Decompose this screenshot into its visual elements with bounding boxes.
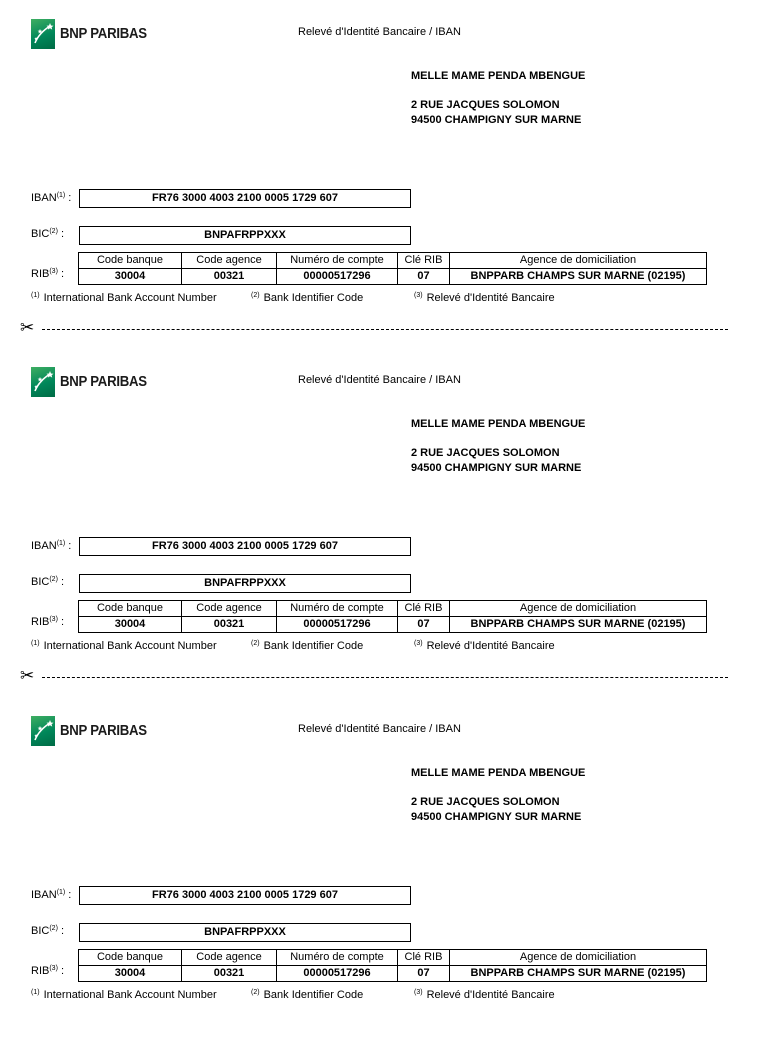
- cut-line-2: [20, 666, 728, 686]
- footnote-2: $^{(2)}$ Bank Identifier Code: [251, 989, 364, 1001]
- rib-code-banque: 30004: [79, 617, 182, 633]
- bnp-paribas-logo: [31, 367, 153, 397]
- rib-header-cle-rib: Clé RIB: [398, 253, 450, 269]
- rib-cle-rib: 07: [398, 966, 450, 982]
- rib-header-code-banque: Code banque: [79, 950, 182, 966]
- rib-header-agence: Agence de domiciliation: [450, 253, 707, 269]
- bic-value: BNPAFRPPXXX: [79, 574, 411, 593]
- account-holder-name: MELLE MAME PENDA MBENGUE: [411, 767, 586, 779]
- logo-text: BNP PARIBAS: [60, 25, 147, 42]
- footnote-3: $^{(3)}$ Relevé d'Identité Bancaire: [414, 989, 555, 1001]
- footnote-1: $^{(1)}$ International Bank Account Number: [31, 989, 217, 1001]
- document-title: Relevé d'Identité Bancaire / IBAN: [298, 26, 461, 38]
- rib-cle-rib: 07: [398, 617, 450, 633]
- footnote-2: $^{(2)}$ Bank Identifier Code: [251, 292, 364, 304]
- footnote-3: $^{(3)}$ Relevé d'Identité Bancaire: [414, 640, 555, 652]
- rib-agence-domiciliation: BNPPARB CHAMPS SUR MARNE (02195): [450, 966, 707, 982]
- iban-value: FR76 3000 4003 2100 0005 1729 607: [79, 189, 411, 208]
- dashed-cut-line: [42, 329, 728, 330]
- bnp-stars-icon: [31, 367, 55, 397]
- address-line-1: 2 RUE JACQUES SOLOMON: [411, 99, 560, 111]
- rib-header-numero-compte: Numéro de compte: [277, 950, 398, 966]
- bic-label: BIC$^{(2)}$ :: [31, 228, 65, 240]
- footnote-3: $^{(3)}$ Relevé d'Identité Bancaire: [414, 292, 555, 304]
- rib-header-cle-rib: Clé RIB: [398, 950, 450, 966]
- iban-label: IBAN$^{(1)}$ :: [31, 889, 72, 901]
- rib-header-code-banque: Code banque: [79, 253, 182, 269]
- logo-text: BNP PARIBAS: [60, 373, 147, 390]
- rib-header-code-banque: Code banque: [79, 601, 182, 617]
- iban-label: IBAN$^{(1)}$ :: [31, 192, 72, 204]
- scissors-icon: ✂: [20, 318, 35, 338]
- rib-slip-1: [0, 0, 768, 340]
- iban-value: FR76 3000 4003 2100 0005 1729 607: [79, 886, 411, 905]
- rib-header-code-agence: Code agence: [182, 950, 277, 966]
- rib-header-cle-rib: Clé RIB: [398, 601, 450, 617]
- rib-cle-rib: 07: [398, 269, 450, 285]
- address-line-2: 94500 CHAMPIGNY SUR MARNE: [411, 462, 582, 474]
- rib-table: [78, 600, 707, 633]
- document-title: Relevé d'Identité Bancaire / IBAN: [298, 374, 461, 386]
- footnote-1: $^{(1)}$ International Bank Account Number: [31, 292, 217, 304]
- rib-header-numero-compte: Numéro de compte: [277, 253, 398, 269]
- rib-code-banque: 30004: [79, 966, 182, 982]
- address-line-1: 2 RUE JACQUES SOLOMON: [411, 447, 560, 459]
- rib-code-agence: 00321: [182, 269, 277, 285]
- address-line-2: 94500 CHAMPIGNY SUR MARNE: [411, 114, 582, 126]
- rib-agence-domiciliation: BNPPARB CHAMPS SUR MARNE (02195): [450, 617, 707, 633]
- rib-numero-compte: 00000517296: [277, 966, 398, 982]
- account-holder-name: MELLE MAME PENDA MBENGUE: [411, 418, 586, 430]
- bic-value: BNPAFRPPXXX: [79, 226, 411, 245]
- rib-table: [78, 252, 707, 285]
- document-title: Relevé d'Identité Bancaire / IBAN: [298, 723, 461, 735]
- bnp-stars-icon: [31, 19, 55, 49]
- bnp-paribas-logo: [31, 19, 153, 49]
- rib-numero-compte: 00000517296: [277, 617, 398, 633]
- account-holder-name: MELLE MAME PENDA MBENGUE: [411, 70, 586, 82]
- address-line-1: 2 RUE JACQUES SOLOMON: [411, 796, 560, 808]
- footnote-2: $^{(2)}$ Bank Identifier Code: [251, 640, 364, 652]
- bnp-stars-icon: [31, 716, 55, 746]
- logo-text: BNP PARIBAS: [60, 722, 147, 739]
- rib-code-banque: 30004: [79, 269, 182, 285]
- scissors-icon: ✂: [20, 666, 35, 686]
- bic-value: BNPAFRPPXXX: [79, 923, 411, 942]
- address-line-2: 94500 CHAMPIGNY SUR MARNE: [411, 811, 582, 823]
- rib-slip-3: [0, 697, 768, 1037]
- rib-header-code-agence: Code agence: [182, 253, 277, 269]
- rib-table: [78, 949, 707, 982]
- footnote-1: $^{(1)}$ International Bank Account Number: [31, 640, 217, 652]
- rib-header-agence: Agence de domiciliation: [450, 601, 707, 617]
- bic-label: BIC$^{(2)}$ :: [31, 925, 65, 937]
- iban-value: FR76 3000 4003 2100 0005 1729 607: [79, 537, 411, 556]
- rib-header-code-agence: Code agence: [182, 601, 277, 617]
- rib-numero-compte: 00000517296: [277, 269, 398, 285]
- rib-agence-domiciliation: BNPPARB CHAMPS SUR MARNE (02195): [450, 269, 707, 285]
- rib-label: RIB$^{(3)}$ :: [31, 268, 65, 280]
- iban-label: IBAN$^{(1)}$ :: [31, 540, 72, 552]
- rib-code-agence: 00321: [182, 966, 277, 982]
- rib-code-agence: 00321: [182, 617, 277, 633]
- rib-label: RIB$^{(3)}$ :: [31, 616, 65, 628]
- rib-slip-2: [0, 348, 768, 688]
- bnp-paribas-logo: [31, 716, 153, 746]
- rib-label: RIB$^{(3)}$ :: [31, 965, 65, 977]
- rib-header-agence: Agence de domiciliation: [450, 950, 707, 966]
- dashed-cut-line: [42, 677, 728, 678]
- cut-line-1: [20, 318, 728, 338]
- bic-label: BIC$^{(2)}$ :: [31, 576, 65, 588]
- rib-header-numero-compte: Numéro de compte: [277, 601, 398, 617]
